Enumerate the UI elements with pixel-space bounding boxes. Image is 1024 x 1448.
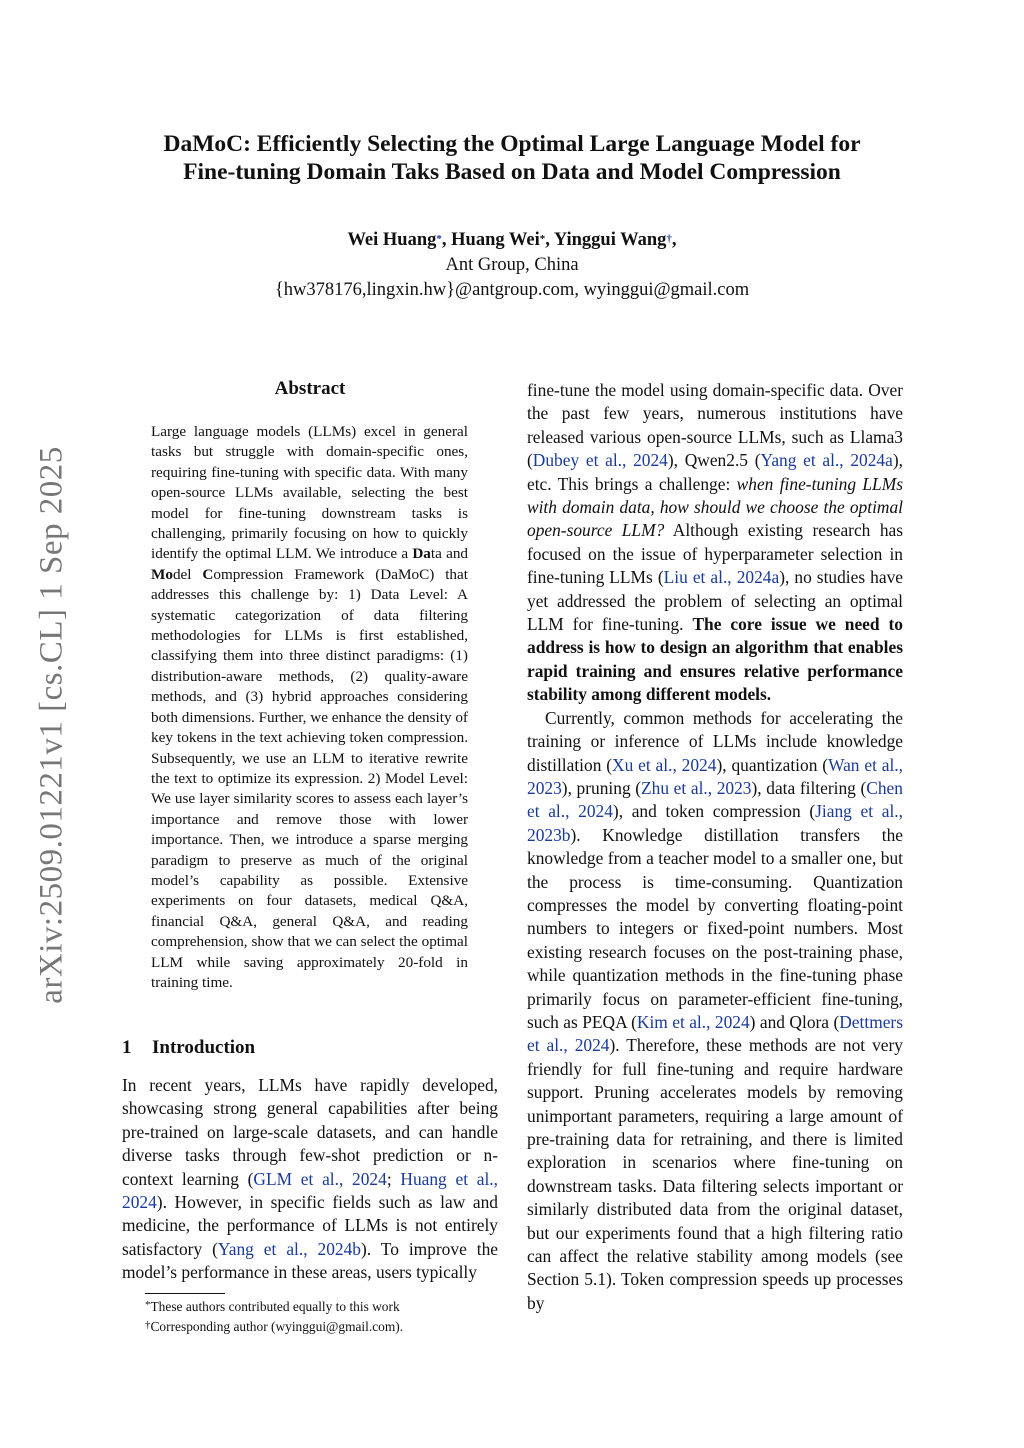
abstract-del: del (172, 565, 203, 583)
citation-link[interactable]: Dubey et al., 2024 (532, 450, 668, 471)
citation-link[interactable]: Zhu et al., 2023 (641, 777, 752, 798)
citation-link[interactable]: Huang et al., 2024 (122, 1168, 499, 1213)
abstract-c: C (202, 565, 214, 583)
research-question: when fine-tuning LLMs with domain data, how should we choose the optimal open-source LLM? (527, 473, 903, 541)
paper-title (100, 130, 924, 186)
citation-link[interactable]: Liu et al., 2024a (663, 567, 780, 588)
citation-link[interactable]: Xu et al., 2024 (612, 754, 717, 775)
abstract-body (151, 422, 468, 993)
footnote-2-text: Corresponding author (wyinggui@gmail.com). (150, 1318, 404, 1334)
text-run: ). Therefore, these methods are not very friendly for full fine-tuning and require hardware support. Pruning accelerates models by removing unimportant parameters, requiring a large amount of pre-training data for retraining, and there is limited exploration in scenarios where fine-tuning on downstream tasks. Data filtering selects important or similarly distributed data from the original dataset, but our experiments found that a high filtering ratio can affect the relative stability among models (see Section 5.1). Token compression speeds up processes by (527, 1035, 903, 1313)
footnote-2-mark: † (145, 1318, 151, 1331)
author-3: Yinggui Wang (553, 230, 667, 250)
abstract-text-1: Large language models (LLMs) excel in general tasks but struggle with domain-specific ones, requiring fine-tuning with specific data. With many open-source LLMs available, selecting the best model for fine-tuning downstream tasks is challenging, primarily focusing on how to quickly identify the optimal LLM. We introduce a (151, 423, 468, 563)
text-run: ), no studies have yet addressed the problem of selecting an optimal LLM for fine-tuning. (527, 567, 903, 635)
citation-link[interactable]: Wan et al., 2023 (527, 754, 904, 798)
citation-link[interactable]: Yang et al., 2024b (217, 1238, 361, 1259)
text-run: ), and token compression ( (612, 801, 816, 822)
text-run: ), etc. This brings a challenge: (527, 450, 903, 494)
title-line-2: Fine-tuning Domain Taks Based on Data and Model Compression (183, 159, 841, 185)
text-run: Although existing research has focused on the issue of hyperparameter selection in fine-tuning LLMs ( (527, 520, 903, 588)
author-names: Wei Huang*, Huang Wei*, Yinggui Wang†, (347, 230, 677, 250)
text-run: fine-tune the model using domain-specific data. Over the past few years, numerous institutions have released various open-source LLMs, such as Llama3 ( (527, 380, 903, 471)
abstract-heading: Abstract (274, 378, 346, 399)
text-run: Currently, common methods for accelerating the training or inference of LLMs include knowledge distillation ( (527, 707, 903, 775)
abstract-text-2: ompression Framework (DaMoC) that addresses this challenge by: 1) Data Level: A systematic categorization of data filtering methodologies for LLMs is first established, classifying them into three distinct paradigms: (1) distribution-aware methods, (2) quality-aware methods, and (3) hybrid approaches considering both dimensions. Further, we enhance the density of key tokens in the text achieving token compression. Subsequently, we use an LLM to iterative rewrite the text to optimize its expression. 2) Model Level: We use layer similarity scores to assess each layer’s importance and remove those with lower importance. Then, we introduce a sparse merging paradigm to preserve as much of the original model’s capability as possible. Extensive experiments on four datasets, medical Q&A, financial Q&A, general Q&A, and reading comprehension, show that we can select the optimal LLM while saving approximately 20-fold in training time. (151, 565, 468, 991)
footnote-1-text: These authors contributed equally to this work (150, 1299, 400, 1314)
section-heading-introduction (122, 1037, 255, 1059)
author-2-mark: * (539, 233, 546, 245)
author-1-mark[interactable]: * (436, 233, 442, 245)
section-number: 1 (122, 1037, 132, 1058)
abstract-ta: ta and (430, 545, 469, 563)
text-run: ), data filtering ( (751, 777, 867, 798)
affiliation: Ant Group, China (445, 255, 579, 275)
text-run: ). To improve the model’s performance in these areas, users typically (122, 1238, 498, 1283)
footnote-1-mark: * (145, 1299, 151, 1311)
intro-right-paragraph-2 (527, 707, 903, 1316)
footnote-rule (145, 1293, 225, 1294)
author-block (100, 228, 924, 303)
title-line-1: DaMoC: Efficiently Selecting the Optimal Large Language Model for (163, 131, 861, 157)
intro-right-paragraph-1 (527, 379, 903, 707)
footnotes (145, 1297, 505, 1336)
core-issue-statement: The core issue we need to address is how to design an algorithm that enables rapid training and ensures relative performance stability among different models. (527, 614, 903, 705)
footnote-1 (145, 1297, 505, 1317)
citation-link[interactable]: Dettmers et al., 2024 (527, 1011, 903, 1056)
citation-link[interactable]: Yang et al., 2024a (760, 450, 893, 471)
author-2: Huang Wei (451, 230, 540, 250)
author-1: Wei Huang (347, 230, 437, 250)
author-3-mark[interactable]: † (666, 233, 672, 245)
citation-link[interactable]: Jiang et al., 2023b (527, 801, 903, 845)
text-run: In recent years, LLMs have rapidly developed, showcasing strong general capabilities after being pre-trained on large-scale datasets, and can handle diverse tasks through few-shot prediction or n-context learning ( (122, 1075, 498, 1189)
author-emails: {hw378176,lingxin.hw}@antgroup.com, wyinggui@gmail.com (274, 280, 750, 300)
text-run: ). Knowledge distillation transfers the knowledge from a teacher model to a smaller one, but the process is time-consuming. Quantization compresses the model by converting floating-point numbers to integers or fixed-point numbers. Most existing research focuses on the post-training phase, while quantization methods in the fine-tuning phase primarily focus on parameter-efficient fine-tuning, such as PEQA ( (527, 824, 903, 1032)
text-run: ). However, in specific fields such as law and medicine, the performance of LLMs is not entirely satisfactory ( (122, 1192, 498, 1259)
text-run: ), quantization ( (716, 754, 829, 775)
citation-link[interactable]: Kim et al., 2024 (636, 1011, 750, 1032)
text-run: ), pruning ( (561, 777, 642, 798)
intro-right-column (527, 379, 903, 1315)
text-run: ) and Qlora ( (749, 1011, 840, 1032)
abstract-mo: Mo (151, 565, 173, 583)
text-run: ; (386, 1168, 401, 1189)
section-title: Introduction (152, 1037, 256, 1058)
intro-left-paragraph (122, 1074, 498, 1285)
text-run: ), Qwen2.5 ( (667, 450, 761, 471)
citation-link[interactable]: Chen et al., 2024 (527, 777, 903, 822)
arxiv-identifier: arXiv:2509.01221v1 [cs.CL] 1 Sep 2025 (33, 446, 70, 1004)
abstract-da: Da (412, 545, 431, 563)
citation-link[interactable]: GLM et al., 2024 (253, 1168, 387, 1189)
footnote-2 (145, 1317, 505, 1337)
